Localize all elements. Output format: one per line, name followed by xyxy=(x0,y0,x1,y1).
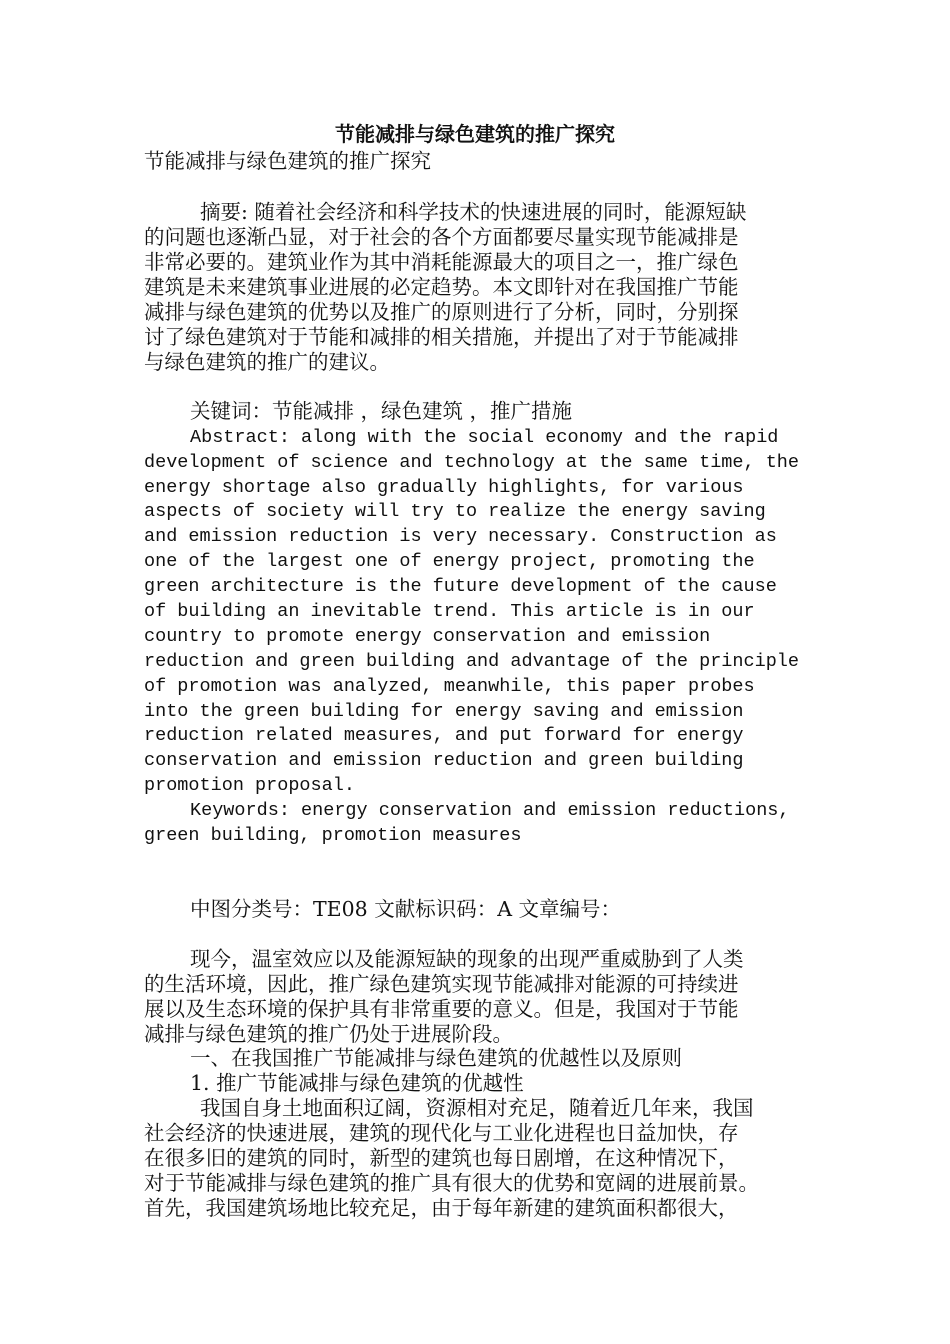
abstract-cn-line: 的问题也逐渐凸显，对于社会的各个方面都要尽量实现节能减排是 xyxy=(144,225,739,249)
intro-line: 展以及生态环境的保护具有非常重要的意义。但是，我国对于节能 xyxy=(144,997,739,1021)
abstract-en-line: promotion proposal. xyxy=(144,775,355,796)
intro-line: 减排与绿色建筑的推广仍处于进展阶段。 xyxy=(144,1022,513,1046)
intro-line: 现今，温室效应以及能源短缺的现象的出现严重威胁到了人类 xyxy=(190,947,744,971)
abstract-cn-line: 非常必要的。建筑业作为其中消耗能源最大的项目之一，推广绿色 xyxy=(144,250,739,274)
keywords-en-line: Keywords: energy conservation and emission reductions, xyxy=(190,800,790,821)
abstract-en-line: into the green building for energy saving and emission xyxy=(144,701,744,722)
abstract-cn-line: 减排与绿色建筑的优势以及推广的原则进行了分析，同时，分别探 xyxy=(144,300,739,324)
abstract-en-line: country to promote energy conservation and emission xyxy=(144,626,711,647)
abstract-en-line: conservation and emission reduction and green building xyxy=(144,750,744,771)
body-line: 社会经济的快速进展，建筑的现代化与工业化进程也日益加快，存 xyxy=(144,1121,739,1145)
subsection-heading: 1. 推广节能减排与绿色建筑的优越性 xyxy=(190,1071,524,1095)
section-heading: 一、在我国推广节能减排与绿色建筑的优越性以及原则 xyxy=(190,1046,682,1070)
abstract-cn-line: 建筑是未来建筑事业进展的必定趋势。本文即针对在我国推广节能 xyxy=(144,275,739,299)
keywords-cn: 关键词：节能减排 ，绿色建筑 ，推广措施 xyxy=(190,399,573,423)
abstract-cn-line: 与绿色建筑的推广的建议。 xyxy=(144,350,390,374)
abstract-en-line: energy shortage also gradually highlights, for various xyxy=(144,477,744,498)
abstract-en-line: aspects of society will try to realize the energy saving xyxy=(144,501,766,522)
body-line: 我国自身土地面积辽阔，资源相对充足，随着近几年来，我国 xyxy=(200,1096,754,1120)
abstract-en-line: development of science and technology at the same time, the xyxy=(144,452,800,473)
abstract-en-line: of building an inevitable trend. This article is in our xyxy=(144,601,755,622)
abstract-en-line: Abstract: along with the social economy and the rapid xyxy=(190,427,779,448)
abstract-cn-line: 讨了绿色建筑对于节能和减排的相关措施，并提出了对于节能减排 xyxy=(144,325,739,349)
abstract-cn-line: 摘要: 随着社会经济和科学技术的快速进展的同时，能源短缺 xyxy=(200,200,747,224)
page-title: 节能减排与绿色建筑的推广探究 xyxy=(335,122,615,146)
abstract-en-line: one of the largest one of energy project, promoting the xyxy=(144,551,755,572)
abstract-en-line: reduction and green building and advantage of the principle xyxy=(144,651,800,672)
abstract-en-line: green architecture is the future development of the cause xyxy=(144,576,777,597)
classification-line: 中图分类号：TE08 文献标识码：A 文章编号： xyxy=(190,897,622,921)
abstract-en-line: of promotion was analyzed, meanwhile, this paper probes xyxy=(144,676,755,697)
body-line: 对于节能减排与绿色建筑的推广具有很大的优势和宽阔的进展前景。 xyxy=(144,1171,759,1195)
intro-line: 的生活环境，因此，推广绿色建筑实现节能减排对能源的可持续进 xyxy=(144,972,739,996)
subtitle: 节能减排与绿色建筑的推广探究 xyxy=(144,149,431,173)
abstract-en-line: and emission reduction is very necessary. Construction as xyxy=(144,526,777,547)
body-line: 首先，我国建筑场地比较充足，由于每年新建的建筑面积都很大， xyxy=(144,1196,739,1220)
body-line: 在很多旧的建筑的同时，新型的建筑也每日剧增，在这种情况下， xyxy=(144,1146,739,1170)
abstract-en-line: reduction related measures, and put forward for energy xyxy=(144,725,744,746)
keywords-en-line: green building, promotion measures xyxy=(144,825,522,846)
